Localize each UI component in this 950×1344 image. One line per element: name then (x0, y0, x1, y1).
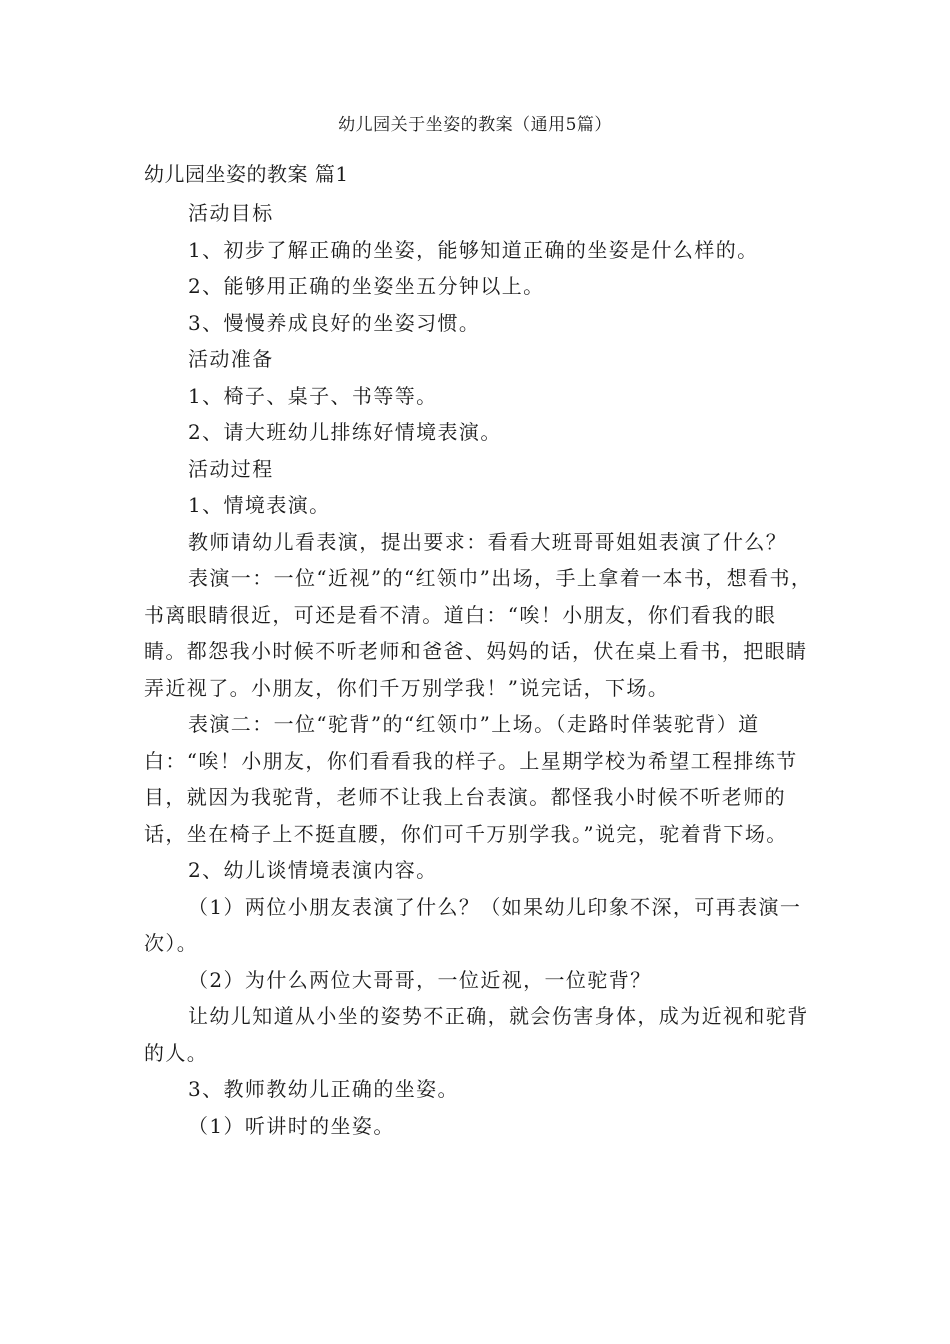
paragraph: 2、幼儿谈情境表演内容。 (188, 858, 438, 882)
paragraph: 3、慢慢养成良好的坐姿习惯。 (188, 310, 481, 335)
paragraph: 3、教师教幼儿正确的坐姿。 (188, 1077, 459, 1101)
paragraph: 活动准备 (188, 347, 274, 371)
paragraph: 1、椅子、桌子、书等等。 (188, 383, 438, 408)
document-title: 幼儿园关于坐姿的教案（通用5篇） (338, 115, 612, 135)
paragraph: （2）为什么两位大哥哥，一位近视，一位驼背？ (188, 967, 652, 992)
paragraph: 2、能够用正确的坐姿坐五分钟以上。 (188, 274, 545, 298)
paragraph: （1）两位小朋友表演了什么？（如果幼儿印象不深，可再表演一次）。 (144, 894, 802, 955)
paragraph: 活动目标 (188, 201, 274, 225)
paragraph: 表演二：一位“驼背”的“红领巾”上场。（走路时佯装驼背）道白：“唉！小朋友，你们看看我的样子。上星期学校为希望工程排练节目，就因为我驼背，老师不让我上台表演。都怪我小时候不听老师的话，坐在椅子上不挺直腰，你们可千万别学我。”说完，驼着背下场。 (144, 712, 798, 846)
paragraph: 表演一：一位“近视”的“红领巾”出场，手上拿着一本书，想看书，书离眼睛很近，可还是看不清。道白：“唉！小朋友，你们看我的眼睛。都怨我小时候不听老师和爸爸、妈妈的话，伏在桌上看书，把眼睛弄近视了。小朋友，你们千万别学我！”说完话，下场。 (144, 566, 813, 700)
paragraph: （1）听讲时的坐姿。 (188, 1113, 395, 1138)
paragraph: 活动过程 (188, 456, 274, 481)
paragraph: 1、情境表演。 (188, 493, 331, 517)
section-heading: 幼儿园坐姿的教案 篇1 (144, 162, 349, 186)
document-body (144, 195, 814, 1144)
paragraph: 教师请幼儿看表演，提出要求：看看大班哥哥姐姐表演了什么？ (188, 529, 788, 554)
paragraph: 2、请大班幼儿排练好情境表演。 (188, 420, 502, 444)
paragraph: 1、初步了解正确的坐姿，能够知道正确的坐姿是什么样的。 (188, 237, 759, 262)
paragraph: 让幼儿知道从小坐的姿势不正确，就会伤害身体，成为近视和驼背的人。 (144, 1004, 809, 1065)
